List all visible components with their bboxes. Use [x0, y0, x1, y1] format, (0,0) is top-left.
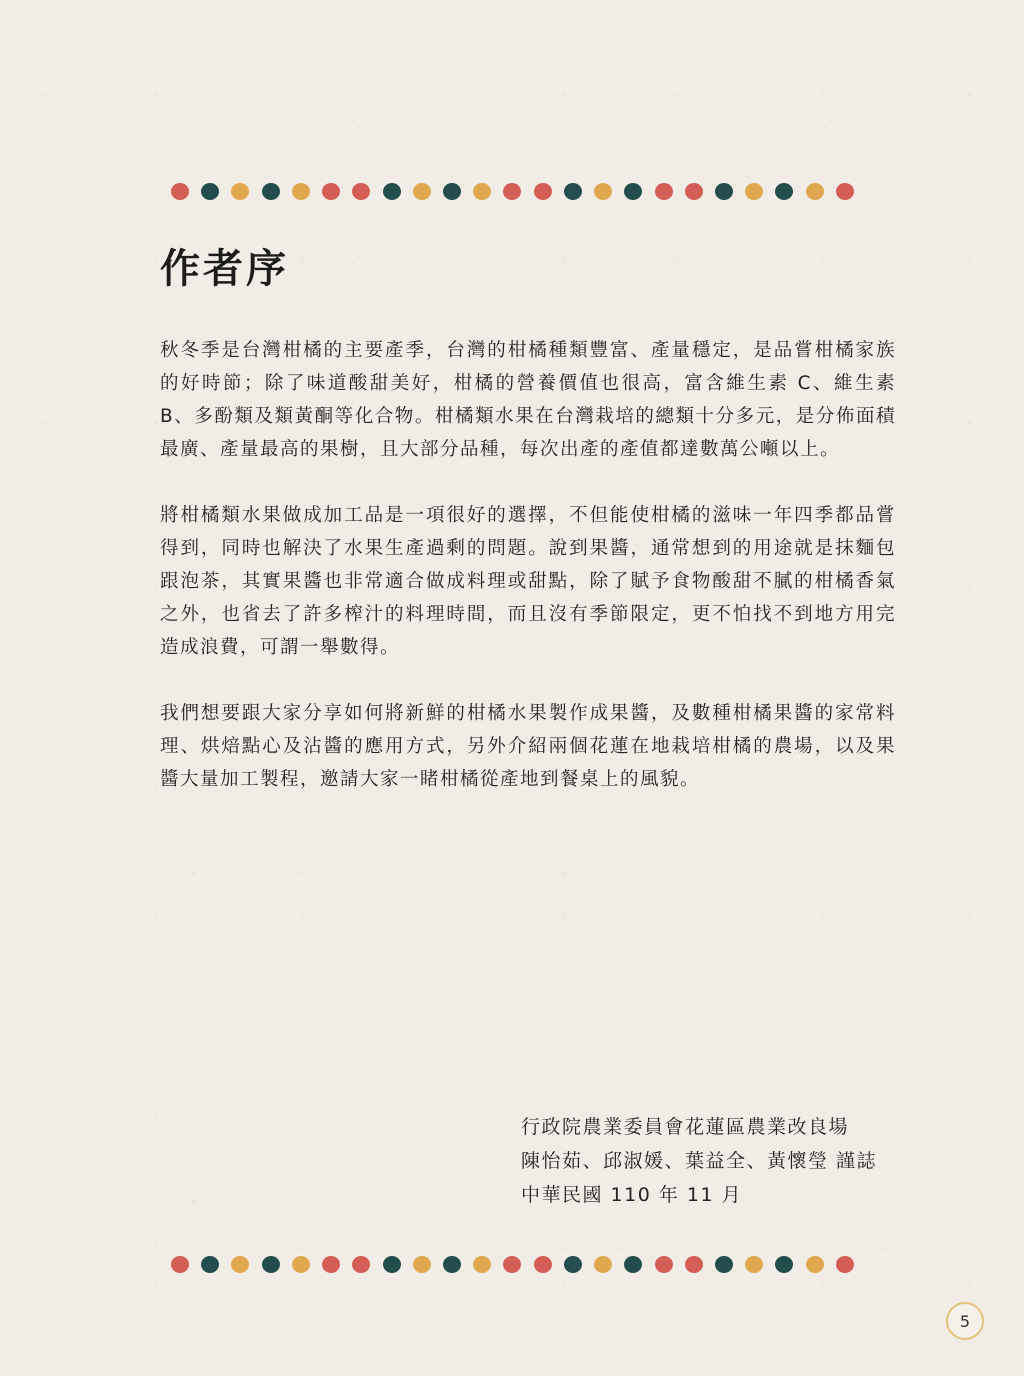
decorative-dot [594, 183, 612, 200]
decorative-dot [352, 183, 370, 200]
decorative-dot [262, 183, 280, 200]
decorative-dot [655, 183, 673, 200]
decorative-dot [473, 1256, 491, 1273]
decorative-dot [231, 1256, 249, 1273]
paragraph-1: 秋冬季是台灣柑橘的主要產季，台灣的柑橘種類豐富、產量穩定，是品嘗柑橘家族的好時節；除了味道酸甜美好，柑橘的營養價值也很高，富含維生素 C、維生素 B、多酚類及類黃酮等化合物。柑橘類水果在台灣栽培的總類十分多元，是分佈面積最廣、產量最高的果樹，且大部分品種，每次出產的產值都達數萬公噸以上。 [160, 340, 896, 460]
decorative-dot [473, 183, 491, 200]
decorative-dot [775, 183, 793, 200]
decorative-dot [685, 183, 703, 200]
decorative-dot [503, 1256, 521, 1273]
decorative-dot [383, 1256, 401, 1273]
signature-authors: 陳怡茹、邱淑媛、葉益全、黃懷瑩 謹誌 [521, 1150, 878, 1172]
paragraph-2: 將柑橘類水果做成加工品是一項很好的選擇，不但能使柑橘的滋味一年四季都品嘗得到，同時也解決了水果生產過剩的問題。說到果醬，通常想到的用途就是抹麵包跟泡茶，其實果醬也非常適合做成料理或甜點，除了賦予食物酸甜不膩的柑橘香氣之外，也省去了許多榨汁的料理時間，而且沒有季節限定，更不怕找不到地方用完造成浪費，可謂一舉數得。 [160, 505, 896, 658]
decorative-dot [836, 183, 854, 200]
decorative-dot [413, 1256, 431, 1273]
decorative-dot [383, 183, 401, 200]
top-dot-divider [171, 182, 854, 200]
decorative-dot [231, 183, 249, 200]
decorative-dot [201, 183, 219, 200]
decorative-dot [775, 1256, 793, 1273]
decorative-dot [262, 1256, 280, 1273]
decorative-dot [806, 1256, 824, 1273]
decorative-dot [322, 183, 340, 200]
decorative-dot [322, 1256, 340, 1273]
decorative-dot [745, 183, 763, 200]
decorative-dot [806, 183, 824, 200]
decorative-dot [443, 1256, 461, 1273]
signature-organization: 行政院農業委員會花蓮區農業改良場 [521, 1116, 850, 1138]
paragraph-3: 我們想要跟大家分享如何將新鮮的柑橘水果製作成果醬，及數種柑橘果醬的家常料理、烘焙點心及沾醬的應用方式，另外介紹兩個花蓮在地栽培柑橘的農場，以及果醬大量加工製程，邀請大家一睹柑橘從產地到餐桌上的風貌。 [160, 703, 896, 790]
decorative-dot [352, 1256, 370, 1273]
decorative-dot [443, 183, 461, 200]
decorative-dot [836, 1256, 854, 1273]
decorative-dot [534, 1256, 552, 1273]
decorative-dot [745, 1256, 763, 1273]
decorative-dot [624, 1256, 642, 1273]
decorative-dot [534, 183, 552, 200]
decorative-dot [655, 1256, 673, 1273]
bottom-dot-divider [171, 1255, 854, 1273]
signature-block [521, 1110, 901, 1212]
decorative-dot [171, 183, 189, 200]
decorative-dot [594, 1256, 612, 1273]
decorative-dot [715, 183, 733, 200]
decorative-dot [715, 1256, 733, 1273]
decorative-dot [685, 1256, 703, 1273]
decorative-dot [413, 183, 431, 200]
signature-date: 中華民國 110 年 11 月 [521, 1184, 743, 1206]
decorative-dot [624, 183, 642, 200]
decorative-dot [503, 183, 521, 200]
page-title: 作者序 [160, 246, 289, 292]
page-number: 5 [959, 1311, 971, 1331]
decorative-dot [564, 1256, 582, 1273]
decorative-dot [201, 1256, 219, 1273]
page-number-badge [946, 1302, 984, 1340]
decorative-dot [292, 1256, 310, 1273]
decorative-dot [171, 1256, 189, 1273]
decorative-dot [564, 183, 582, 200]
decorative-dot [292, 183, 310, 200]
preface-body [160, 334, 896, 829]
